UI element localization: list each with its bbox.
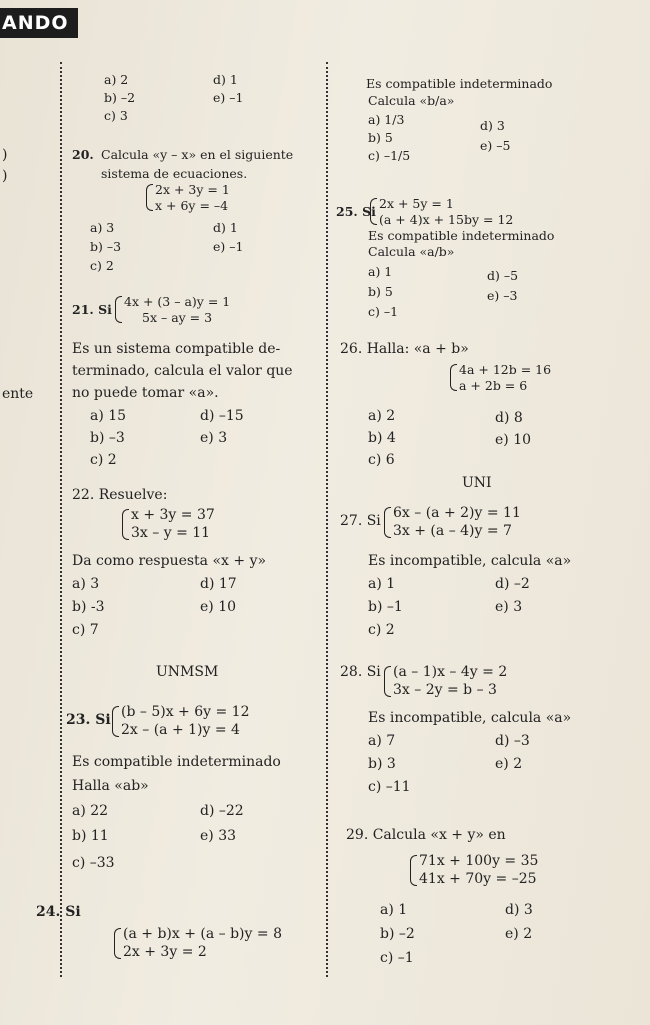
p24-eq2: 2x + 3y = 2 bbox=[123, 943, 207, 960]
p27-option-a: a) 1 bbox=[368, 576, 396, 592]
p21-stem3: no puede tomar «a». bbox=[72, 385, 219, 401]
p25-stem2: Calcula «a/b» bbox=[368, 244, 455, 259]
p23-system bbox=[112, 704, 249, 739]
p28-option-a: a) 7 bbox=[368, 733, 396, 749]
p25-option-d: d) –5 bbox=[487, 268, 519, 283]
p19-option-c: c) 3 bbox=[104, 108, 128, 123]
p25-option-c: c) –1 bbox=[368, 304, 399, 319]
p28-option-e: e) 2 bbox=[495, 756, 523, 772]
p20-eq2: x + 6y = –4 bbox=[155, 197, 229, 213]
p21-eq1: 4x + (3 – a)y = 1 bbox=[124, 294, 231, 309]
p25-option-b: b) 5 bbox=[368, 284, 393, 299]
p21-option-b: b) –3 bbox=[90, 430, 125, 446]
p26-system bbox=[450, 362, 551, 393]
p26-option-c: c) 6 bbox=[368, 452, 395, 468]
p24-system bbox=[114, 926, 282, 961]
p21-system bbox=[115, 294, 230, 325]
p23-option-e: e) 33 bbox=[200, 828, 237, 844]
p23-option-b: b) 11 bbox=[72, 828, 109, 844]
p26-option-b: b) 4 bbox=[368, 430, 396, 446]
uni-label: UNI bbox=[462, 475, 492, 491]
r1-option-a: a) 1/3 bbox=[368, 112, 405, 127]
p25-option-a: a) 1 bbox=[368, 264, 393, 279]
p28-system bbox=[384, 664, 507, 699]
p27-stem: Es incompatible, calcula «a» bbox=[368, 553, 572, 569]
p25-eq1: 2x + 5y = 1 bbox=[379, 196, 454, 211]
p22-eq1: x + 3y = 37 bbox=[131, 507, 215, 523]
p22-stem: Da como respuesta «x + y» bbox=[72, 553, 267, 569]
p26-option-d: d) 8 bbox=[495, 410, 523, 426]
p27-option-d: d) –2 bbox=[495, 576, 530, 592]
margin-paren: ) bbox=[2, 147, 8, 163]
p21-stem: Es un sistema compatible de- bbox=[72, 341, 281, 357]
p22-option-d: d) 17 bbox=[200, 576, 237, 592]
p27-option-e: e) 3 bbox=[495, 599, 523, 615]
p28-number: 28. Si bbox=[340, 664, 381, 680]
p23-number: 23. Si bbox=[66, 712, 111, 728]
p22-option-b: b) -3 bbox=[72, 599, 105, 615]
p20-system bbox=[146, 182, 230, 213]
center-dotted-rule bbox=[326, 62, 328, 977]
p25-option-e: e) –3 bbox=[487, 288, 518, 303]
p23-eq2: 2x – (a + 1)y = 4 bbox=[121, 721, 240, 738]
p21-eq2: 5x – ay = 3 bbox=[142, 309, 213, 325]
p19-option-b: b) –2 bbox=[104, 90, 136, 105]
p22-option-c: c) 7 bbox=[72, 622, 99, 638]
p26-option-a: a) 2 bbox=[368, 408, 396, 424]
p29-option-c: c) –1 bbox=[380, 950, 414, 966]
r1-option-d: d) 3 bbox=[480, 118, 505, 133]
p29-eq2: 41x + 70y = –25 bbox=[419, 870, 537, 887]
p22-eq2: 3x – y = 11 bbox=[131, 524, 211, 541]
p29-option-b: b) –2 bbox=[380, 926, 415, 942]
p27-system bbox=[384, 505, 521, 540]
p20-option-a: a) 3 bbox=[90, 220, 115, 235]
p29-option-d: d) 3 bbox=[505, 902, 533, 918]
p20-eq1: 2x + 3y = 1 bbox=[155, 182, 230, 197]
p23-stem: Es compatible indeterminado bbox=[72, 754, 281, 770]
p21-option-d: d) –15 bbox=[200, 408, 244, 424]
p24-number: 24. Si bbox=[36, 904, 81, 920]
p26-eq2: a + 2b = 6 bbox=[459, 377, 528, 393]
p19-option-a: a) 2 bbox=[104, 72, 129, 87]
p29-system bbox=[410, 853, 538, 888]
p25-stem: Es compatible indeterminado bbox=[368, 228, 555, 243]
p28-stem: Es incompatible, calcula «a» bbox=[368, 710, 572, 726]
p28-eq1: (a – 1)x – 4y = 2 bbox=[393, 664, 508, 680]
r1-line1: Es compatible indeterminado bbox=[366, 76, 553, 91]
p23-eq1: (b – 5)x + 6y = 12 bbox=[121, 704, 250, 720]
p28-eq2: 3x – 2y = b – 3 bbox=[393, 681, 497, 698]
p26-eq1: 4a + 12b = 16 bbox=[459, 362, 552, 377]
p24-eq1: (a + b)x + (a – b)y = 8 bbox=[123, 926, 282, 942]
p27-option-b: b) –1 bbox=[368, 599, 403, 615]
r1-option-b: b) 5 bbox=[368, 130, 393, 145]
p20-stem: Calcula «y – x» en el siguiente bbox=[101, 147, 294, 162]
p20-number: 20. bbox=[72, 147, 94, 162]
p27-eq2: 3x + (a – 4)y = 7 bbox=[393, 522, 512, 539]
p28-option-d: d) –3 bbox=[495, 733, 530, 749]
p20-stem2: sistema de ecuaciones. bbox=[101, 166, 248, 181]
p19-option-d: d) 1 bbox=[213, 72, 238, 87]
p19-option-e: e) –1 bbox=[213, 90, 244, 105]
p22-option-e: e) 10 bbox=[200, 599, 237, 615]
p23-option-a: a) 22 bbox=[72, 803, 109, 819]
margin-paren: ) bbox=[2, 168, 8, 184]
r1-option-c: c) –1/5 bbox=[368, 148, 411, 163]
p28-option-c: c) –11 bbox=[368, 779, 411, 795]
unmsm-label: UNMSM bbox=[156, 664, 219, 680]
p23-stem2: Halla «ab» bbox=[72, 778, 149, 794]
p21-option-c: c) 2 bbox=[90, 452, 117, 468]
p26-option-e: e) 10 bbox=[495, 432, 532, 448]
p21-stem2: terminado, calcula el valor que bbox=[72, 363, 293, 379]
p21-option-a: a) 15 bbox=[90, 408, 127, 424]
left-dotted-rule bbox=[60, 62, 62, 977]
p27-number: 27. Si bbox=[340, 513, 381, 529]
p27-eq1: 6x – (a + 2)y = 11 bbox=[393, 505, 521, 521]
p27-option-c: c) 2 bbox=[368, 622, 395, 638]
p29-number: 29. Calcula «x + y» en bbox=[346, 827, 506, 843]
p21-number: 21. Si bbox=[72, 302, 112, 317]
p25-system bbox=[370, 196, 513, 227]
p29-eq1: 71x + 100y = 35 bbox=[419, 853, 539, 869]
p20-option-b: b) –3 bbox=[90, 239, 122, 254]
p29-option-a: a) 1 bbox=[380, 902, 408, 918]
p21-option-e: e) 3 bbox=[200, 430, 228, 446]
r1-option-e: e) –5 bbox=[480, 138, 511, 153]
p20-option-d: d) 1 bbox=[213, 220, 238, 235]
p26-number: 26. Halla: «a + b» bbox=[340, 341, 469, 357]
p28-option-b: b) 3 bbox=[368, 756, 396, 772]
p25-number: 25. Si bbox=[336, 204, 376, 219]
p22-option-a: a) 3 bbox=[72, 576, 100, 592]
p23-option-d: d) –22 bbox=[200, 803, 244, 819]
p29-option-e: e) 2 bbox=[505, 926, 533, 942]
p20-option-c: c) 2 bbox=[90, 258, 114, 273]
p23-option-c: c) –33 bbox=[72, 855, 115, 871]
p25-eq2: (a + 4)x + 15by = 12 bbox=[379, 211, 514, 227]
p20-option-e: e) –1 bbox=[213, 239, 244, 254]
margin-word: ente bbox=[2, 386, 34, 402]
p22-system bbox=[122, 507, 215, 542]
section-header: ANDO bbox=[0, 8, 78, 38]
p22-number: 22. Resuelve: bbox=[72, 487, 168, 503]
r1-line2: Calcula «b/a» bbox=[368, 93, 455, 108]
